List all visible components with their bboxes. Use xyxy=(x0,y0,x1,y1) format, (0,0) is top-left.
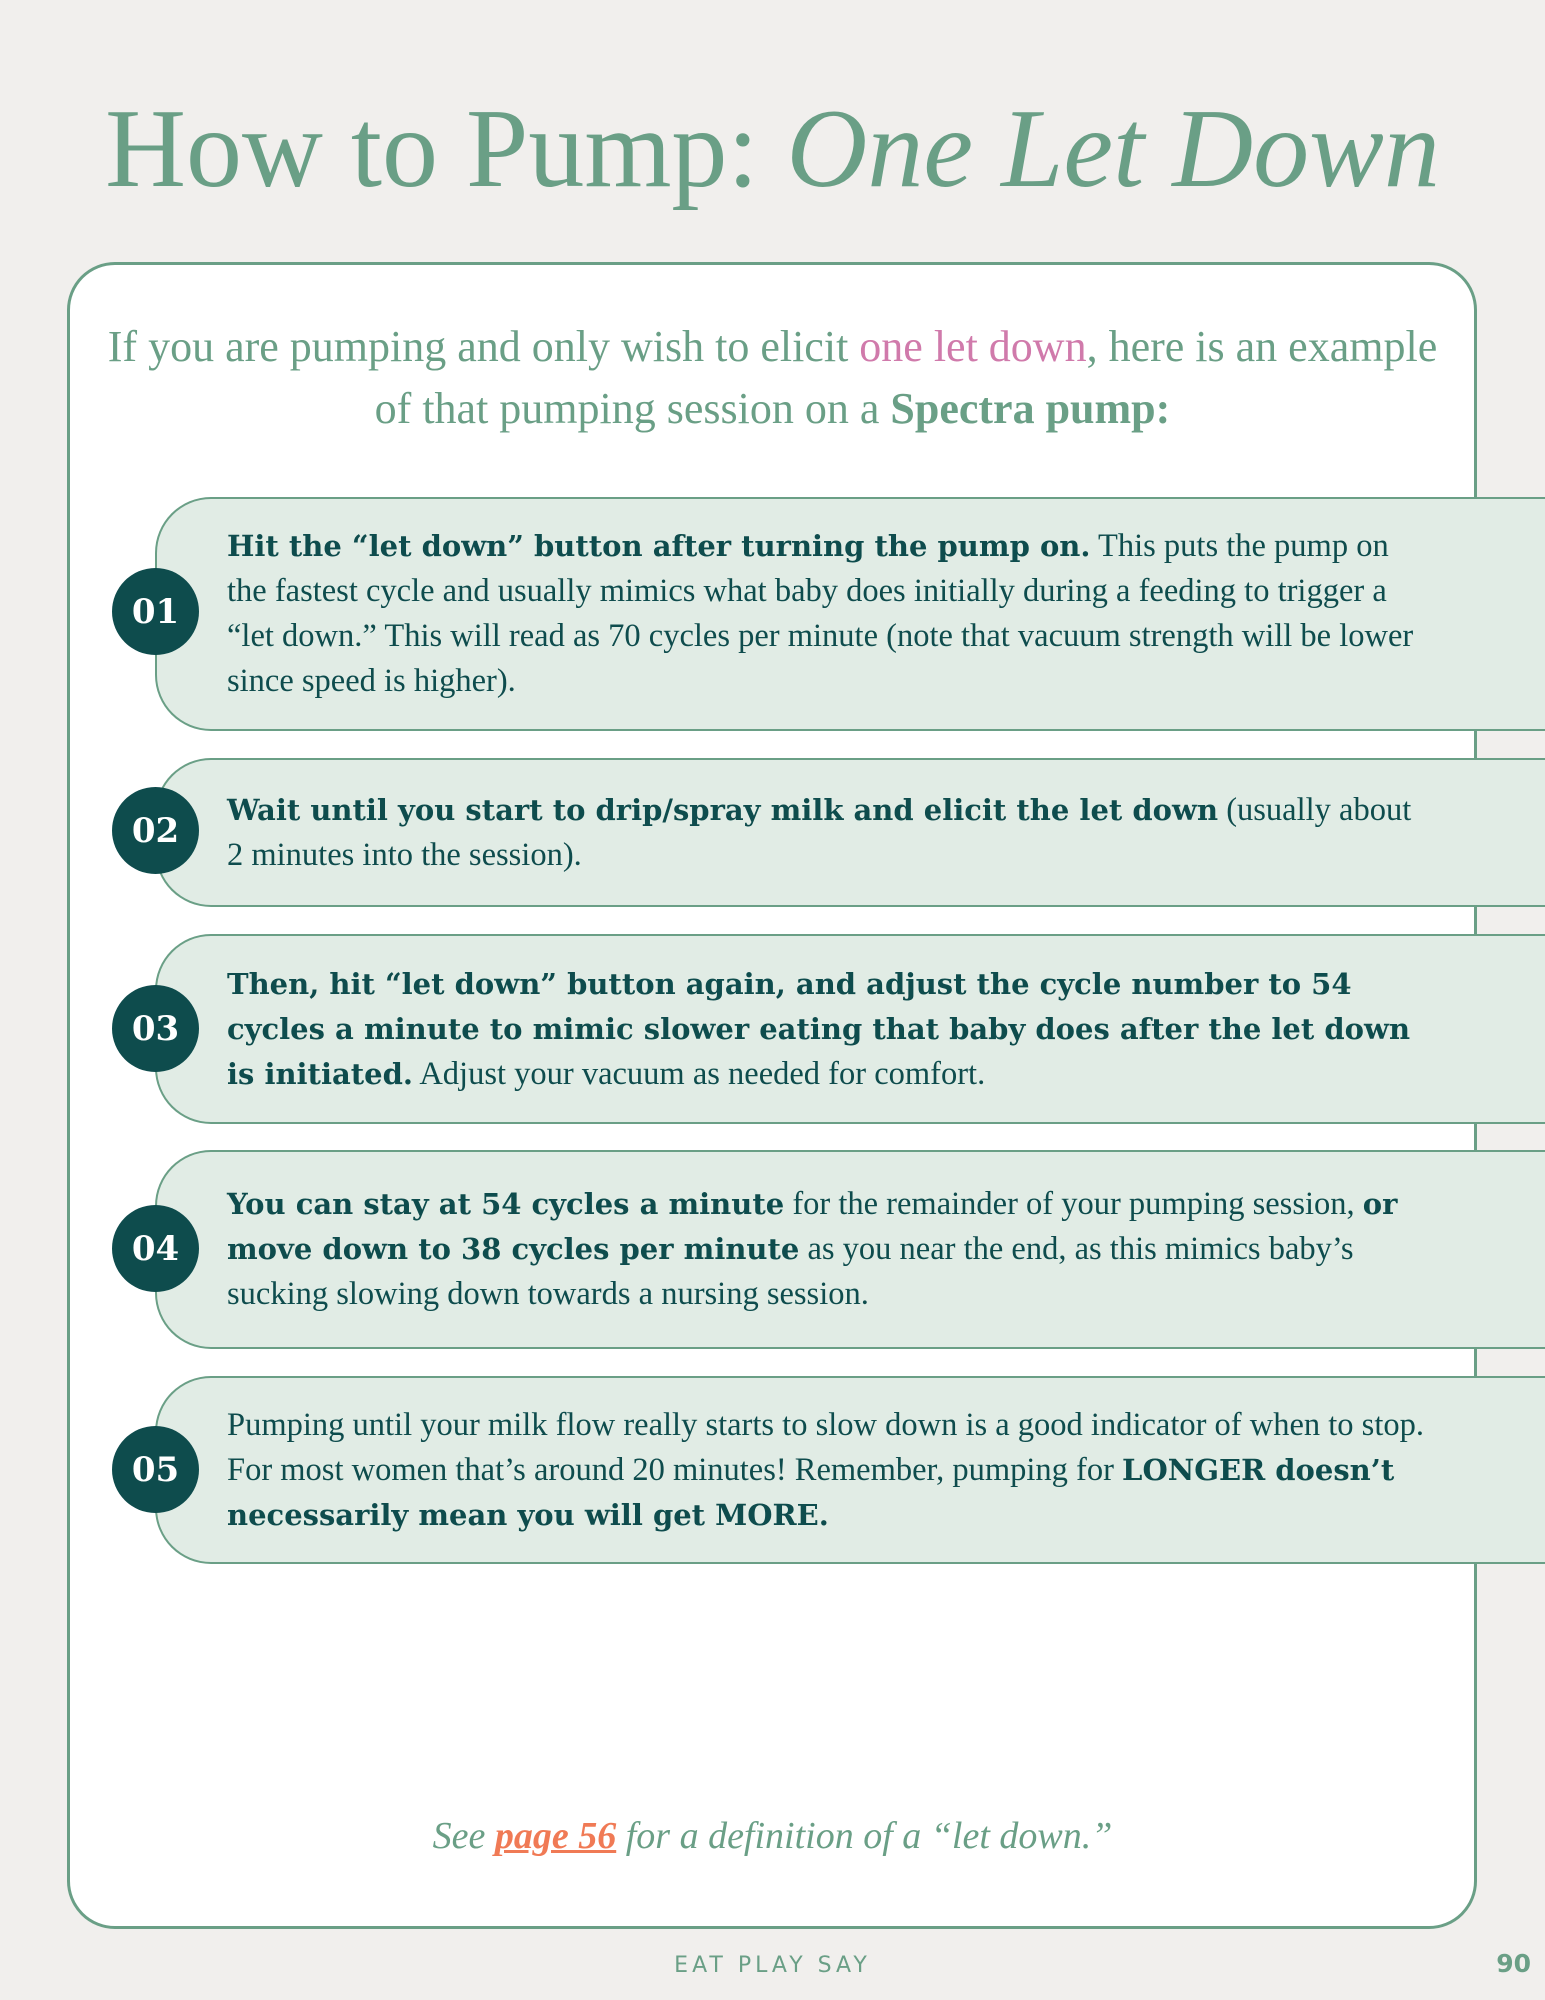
intro-text-1: If you are pumping and only wish to elicit xyxy=(107,322,860,371)
step-03 xyxy=(155,934,1545,1124)
step-04-bold-2: or move down to 38 cycles per minute xyxy=(227,1187,1398,1266)
intro-highlight: one let down xyxy=(859,322,1087,371)
intro-text-2: , here is an example of that pumping session on a xyxy=(374,322,1438,433)
step-05-body: Pumping until your milk flow really starts to slow down is a good indicator of when to stop. For most women that’s around 20 minutes! Remember, pumping for xyxy=(227,1406,1424,1488)
step-01 xyxy=(155,497,1545,731)
page-number: 90 xyxy=(1496,1949,1531,1978)
footnote-suffix: for a definition of a “let down.” xyxy=(616,1815,1113,1857)
footer-brand: EAT PLAY SAY xyxy=(674,1953,871,1978)
step-02-bold: Wait until you start to drip/spray milk and elicit the let down xyxy=(227,792,1219,827)
step-04-bold: You can stay at 54 cycles a minute xyxy=(227,1187,785,1221)
step-01-body: This puts the pump on the fastest cycle and usually mimics what baby does initially during a feeding to trigger a “let down.” This will read as 70 cycles per minute (note that vacuum strength will be lower since speed is higher). xyxy=(227,528,1414,699)
step-05-text xyxy=(227,1403,1427,1538)
step-02-body: (usually about 2 minutes into the session). xyxy=(227,791,1412,873)
step-03-body: Adjust your vacuum as needed for comfort. xyxy=(412,1055,986,1092)
step-04-body: for the remainder of your pumping session, xyxy=(784,1186,1363,1222)
footnote xyxy=(0,1814,1545,1858)
step-05-bold: LONGER doesn’t necessarily mean you will get MORE. xyxy=(227,1452,1395,1532)
step-01-badge: 01 xyxy=(112,568,199,655)
step-05-badge: 05 xyxy=(112,1426,199,1513)
step-03-badge: 03 xyxy=(112,985,199,1072)
title-italic: One Let Down xyxy=(786,87,1440,211)
step-02-badge: 02 xyxy=(112,787,199,874)
step-02-text xyxy=(227,788,1427,878)
step-01-bold: Hit the “let down” button after turning the pump on. xyxy=(227,529,1091,563)
step-04 xyxy=(155,1150,1545,1349)
footnote-prefix: See xyxy=(432,1815,495,1857)
step-04-badge: 04 xyxy=(112,1205,199,1292)
step-03-text xyxy=(227,962,1427,1097)
title-main: How to Pump: xyxy=(105,87,787,211)
step-03-bold: Then, hit “let down” button again, and adjust the cycle number to 54 cycles a minute to mimic slower eating that baby does after the let down is initiated. xyxy=(227,966,1411,1091)
page-title xyxy=(0,88,1545,211)
page-56-link[interactable]: page 56 xyxy=(494,1815,617,1857)
intro-bold: Spectra pump: xyxy=(890,384,1171,433)
step-04-text xyxy=(227,1182,1427,1317)
step-02 xyxy=(155,758,1545,907)
step-04-body-2: as you near the end, as this mimics baby’s sucking slowing down towards a nursing session. xyxy=(227,1231,1354,1312)
intro-paragraph xyxy=(100,316,1445,440)
step-05 xyxy=(155,1376,1545,1564)
step-01-text xyxy=(227,524,1427,704)
